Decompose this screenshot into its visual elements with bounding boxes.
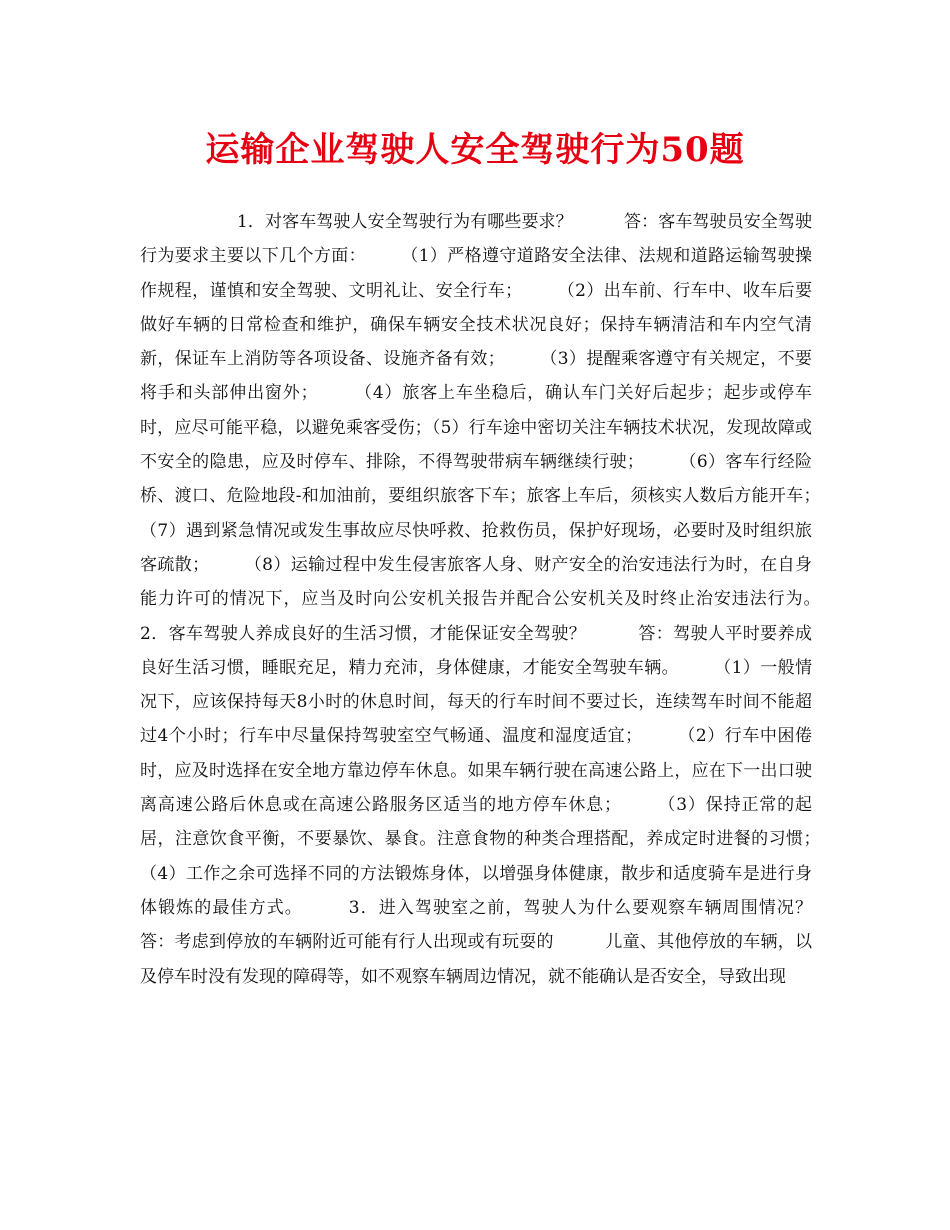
document-body: 1．对客车驾驶人安全驾驶行为有哪些要求？ 答：客车驾驶员安全驾驶行为要求主要以下几个方面： （1）严格遵守道路安全法律、法规和道路运输驾驶操作规程，谨慎和安全驾驶、文明礼让、安全行车； （2）出车前、行车中、收车后要做好车辆的日常检查和维护，确保车辆安全技术状况良好；保持车辆清洁和车内空气清新，保证车上消防等各项设备、设施齐备有效； （3）提醒乘客遵守有关规定，不要将手和头部伸出窗外； （4）旅客上车坐稳后，确认车门关好后起步；起步或停车时，应尽可能平稳，以避免乘客受伤；（5）行车途中密切关注车辆技术状况，发现故障或不安全的隐患，应及时停车、排除，不得驾驶带病车辆继续行驶； （6）客车行经险桥、渡口、危险地段-和加油前，要组织旅客下车；旅客上车后，须核实人数后方能开车； （7）遇到紧急情况或发生事故应尽快呼救、抢救伤员，保护好现场，必要时及时组织旅客疏散； （8）运输过程中发生侵害旅客人身、财产安全的治安违法行为时，在自身能力许可的情况下，应当及时向公安机关报告并配合公安机关及时终止治安违法行为。 2．客车驾驶人养成良好的生活习惯，才能保证安全驾驶？ 答：驾驶人平时要养成良好生活习惯，睡眠充足，精力充沛，身体健康，才能安全驾驶车辆。 （1）一般情况下，应该保持每天8小时的休息时间，每天的行车时间不要过长，连续驾车时间不能超过4个小时；行车中尽量保持驾驶室空气畅通、温度和湿度适宜； （2）行车中困倦时，应及时选择在安全地方靠边停车休息。如果车辆行驶在高速公路上，应在下一出口驶离高速公路后休息或在高速公路服务区适当的地方停车休息； （3）保持正常的起居，注意饮食平衡，不要暴饮、暴食。注意食物的种类合理搭配，养成定时进餐的习惯； （4）工作之余可选择不同的方法锻炼身体，以增强身体健康，散步和适度骑车是进行身体锻炼的最佳方式。 3．进入驾驶室之前，驾驶人为什么要观察车辆周围情况？ 答：考虑到停放的车辆附近可能有行人出现或有玩耍的 儿童、其他停放的车辆，以及停车时没有发现的障碍等，如不观察车辆周边情况，就不能确认是否安全，导致出现 — [140, 212, 863, 987]
document-title: 运输企业驾驶人安全驾驶行为50题 — [205, 130, 745, 170]
